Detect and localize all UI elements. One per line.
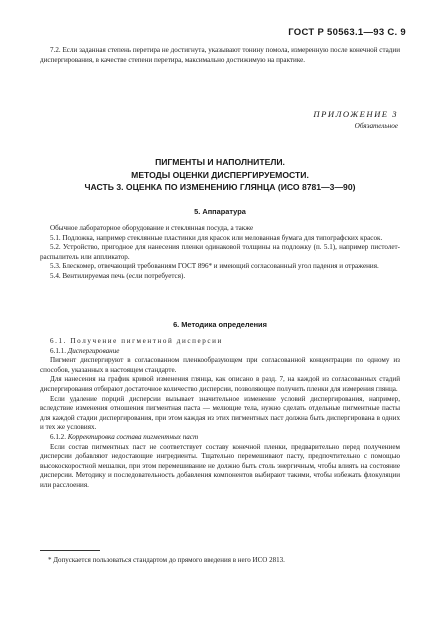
subsection-6-1-2-heading	[40, 433, 400, 443]
paragraph-6-1-1-b: Для нанесения на график кривой изменения глянца, как описано в разд. 7, на каждой из согласованных стадий диспергирования отбирают достаточное количество дисперсии, позволяющее получить пленки для измерения глянца.	[40, 375, 400, 393]
footnote-rule	[40, 550, 100, 551]
section-5-heading: 5. Аппаратура	[194, 207, 246, 216]
paragraph-6-1-1-a: Пигмент диспергируют в согласованном пленкообразующем при согласованной концентрации по одному из способов, указанных в настоящем стандарте.	[40, 356, 400, 374]
paragraph-5-2: 5.2. Устройство, пригодное для нанесения пленки одинаковой толщины на подложку (п. 5.1), например пистолет-распылитель или аппликатор.	[40, 243, 400, 261]
appendix-title: ПРИЛОЖЕНИЕ 3	[313, 109, 398, 119]
footnote: * Допускается пользоваться стандартом до прямого введения в него ИСО 2813.	[48, 556, 285, 564]
subsection-6-1-1-number: 6.1.1.	[50, 346, 66, 355]
subsection-6-1-1-heading	[40, 347, 400, 357]
section-6-heading: 6. Методика определения	[173, 320, 267, 329]
standard-title-block	[30, 156, 410, 194]
section-5-intro: Обычное лабораторное оборудование и стеклянная посуда, а также	[50, 224, 254, 232]
section-5-body	[40, 224, 400, 282]
section-6-body	[40, 337, 400, 491]
title-line-3: ЧАСТЬ 3. ОЦЕНКА ПО ИЗМЕНЕНИЮ ГЛЯНЦА (ИСО 8781—3—90)	[84, 182, 356, 192]
subsection-6-1-1-title: Диспергирование	[67, 346, 120, 355]
title-line-2: МЕТОДЫ ОЦЕНКИ ДИСПЕРГИРУЕМОСТИ.	[131, 169, 309, 180]
page-header-code: ГОСТ Р 50563.1—93 С. 9	[288, 27, 406, 38]
paragraph-5-3: 5.3. Блескомер, отвечающий требованиям ГОСТ 896* и имеющий согласованный угол падения и отражения.	[50, 262, 379, 271]
subsection-6-1-heading: 6.1. Получение пигментной дисперсии	[50, 337, 223, 345]
paragraph-7-2: 7.2. Если заданная степень перетира не достигнута, указывают тонину помола, измеренную после конечной стадии диспергирования, в качестве степени перетира, максимально достижимую на практике.	[40, 46, 400, 64]
appendix-subtitle: Обязательное	[354, 121, 398, 130]
paragraph-5-4: 5.4. Вентилируемая печь (если потребуется).	[50, 271, 186, 280]
subsection-6-1-2-number: 6.1.2.	[50, 432, 66, 441]
paragraph-6-1-2: Если состав пигментных паст не соответствует составу конечной пленки, предварительно перед получением дисперсии добавляют недостающие ингредиенты. Тщательно перемешивают пасту, предпочтительно с помощью высокоскоростной мешалки, при этом перемешивание не должно быть столь энергичным, чтобы влиять на состояние дисперсии. Методику и последовательность добавления компонентов выбирают такими, чтобы избежать флокуляции или расслоения.	[40, 442, 400, 489]
subsection-6-1-2-title: Корректировка состава пигментных паст	[67, 432, 199, 441]
appendix-label	[313, 110, 398, 131]
paragraph-5-1: 5.1. Подложка, например стеклянные пластинки для красок или мелованная бумага для типографских красок.	[50, 233, 383, 242]
paragraph-6-1-1-c: Если удаление порций дисперсии вызывает значительное изменение условий диспергирования, например, вследствие изменения отношения пигментная паста — мелющие тела, нужно сделать отдельные пигментные пасты для каждой стадии диспергирования, при этом каждая из этих пигментных паст должна быть диспергирована в одних и тех же условиях.	[40, 394, 400, 432]
title-line-1: ПИГМЕНТЫ И НАПОЛНИТЕЛИ.	[155, 157, 285, 167]
